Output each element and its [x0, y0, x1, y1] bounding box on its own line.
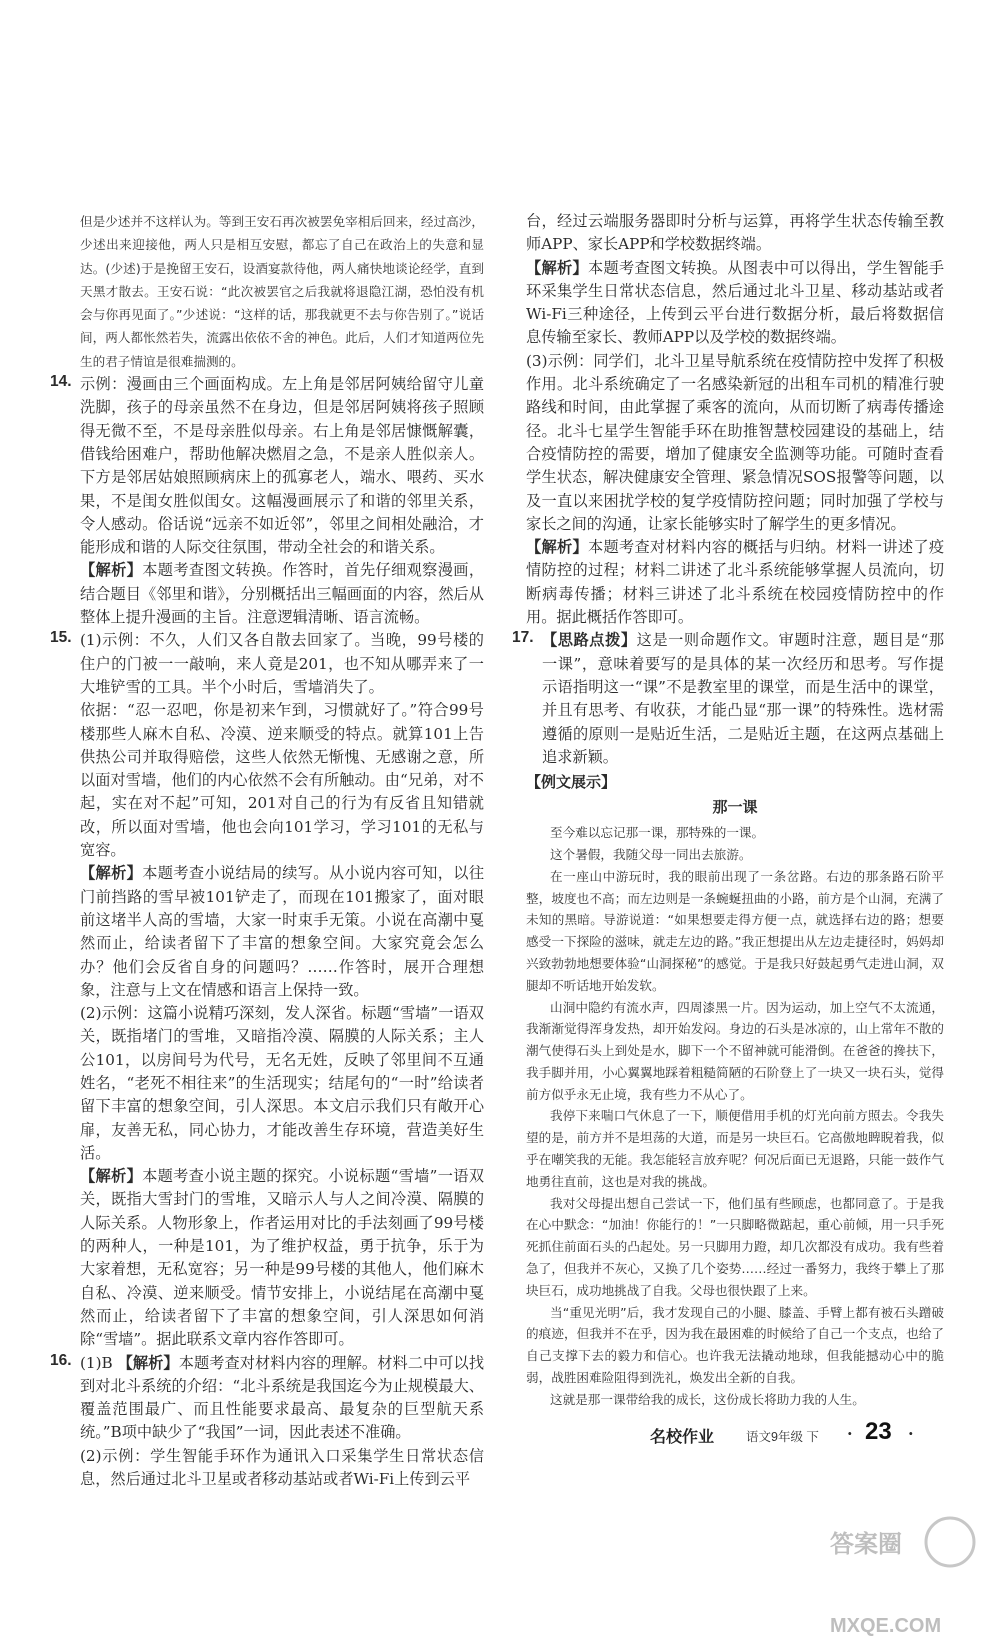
q16-part1-choice: (1)B	[80, 1353, 118, 1372]
essay-paragraph: 山洞中隐约有流水声，四周漆黑一片。因为运动，加上空气不太流通，我渐渐觉得浑身发热，却开始发闷。身边的石头是冰凉的，山上常年不散的潮气使得石头上到处是水，脚下一个不留神就可能滑倒。在爸爸的搀扶下，我手脚并用，小心翼翼地踩着粗糙简陋的石阶登上了一块又一块石头，觉得前方似乎永无止境，我有些力不从心了。	[526, 999, 944, 1102]
sample-essay-heading: 【例文展示】	[526, 774, 617, 792]
q15-part1-answer: (1)示例：不久，人们又各自散去回家了。当晚，99号楼的住户的门被一一敲响，来人竟是201，也不知从哪弄来了一大堆铲雪的工具。半个小时后，雪墙消失了。	[80, 631, 484, 696]
footer-brand: 名校作业	[650, 1429, 715, 1446]
essay-paragraph: 这个暑假，我随父母一同出去旅游。	[550, 846, 752, 862]
q16-part3-analysis: 本题考查对材料内容的概括与归纳。材料一讲述了疫情防控的过程；材料二讲述了北斗系统能够掌握人员流向，切断病毒传播；材料三讲述了北斗系统在校园疫情防控中的作用。据此概括作答即可。	[526, 538, 945, 627]
analysis-tag: 【解析】	[526, 259, 588, 277]
question-14	[50, 373, 485, 629]
q16-part2-continued: 台，经过云端服务器即时分析与运算，再将学生状态传输至教师APP、家长APP和学校数据终端。	[526, 212, 944, 254]
left-column	[50, 210, 485, 1491]
footer-subject-grade: 语文9年级 下	[746, 1430, 819, 1444]
analysis-tag: 【解析】	[526, 539, 588, 557]
analysis-tag: 【解析】	[80, 562, 143, 580]
thinking-tip-tag: 【思路点拨】	[542, 632, 637, 650]
essay-paragraph: 我对父母提出想自己尝试一下，他们虽有些顾虑，也都同意了。于是我在心中默念：“加油！你能行的！”一只脚略微踮起，重心前倾，用一只手死死抓住前面石头的凸起处。另一只脚用力蹬，却几次都没有成功。我有些着急了，但我并不灰心，又换了几个姿势……经过一番努力，我终于攀上了那块巨石，成功地挑战了自我。父母也很快跟了上来。	[526, 1195, 944, 1298]
question-number: 15.	[50, 629, 72, 647]
footer-dot: ·	[908, 1424, 914, 1443]
q16-part1-analysis: 本题考查对材料内容的理解。材料二中可以找到对北斗系统的介绍：“北斗系统是我国迄今为止规模最大、覆盖范围最广、而且性能要求最高、最复杂的巨型航天系统。”B项中缺少了“我国”一词，因此表述不准确。	[80, 1353, 485, 1442]
q15-part1-analysis: 本题考查小说结局的续写。从小说内容可知，以往门前挡路的雪早被101铲走了，而现在101搬家了，面对眼前这堵半人高的雪墙，大家一时束手无策。小说在高潮中戛然而止，给读者留下了丰富的想象空间。大家究竟会怎么办？他们会反省自身的问题吗？……作答时，展开合理想象，注意与上文在情感和语言上保持一致。	[80, 864, 485, 999]
q17-thinking-tip: 这是一则命题作文。审题时注意，题目是“那一课”，意味着要写的是具体的某一次经历和思考。写作提示语指明这一“课”不是教室里的课堂，而是生活中的课堂，并且有思考、有收获，才能凸显“那一课”的特殊性。选材需遵循的原则一是贴近生活，二是贴近主题，在这两点基础上追求新颖。	[542, 631, 945, 766]
question-number: 14.	[50, 373, 72, 391]
watermark-domain: MXQE.COM	[830, 1615, 942, 1637]
q15-part2-answer: (2)示例：这篇小说精巧深刻，发人深省。标题“雪墙”一语双关，既指堵门的雪堆，又暗指冷漠、隔膜的人际关系；主人公101，以房间号为代号，无名无姓，反映了邻里间不互通姓名，“老死不相往来”的生活现实；结尾句的“一时”给读者留下丰富的想象空间，引人深思。本文启示我们只有敞开心扉，友善无私，同心协力，才能改善生存环境，营造美好生活。	[80, 1004, 484, 1162]
analysis-tag: 【解析】	[80, 1168, 143, 1186]
q14-answer: 示例：漫画由三个画面构成。左上角是邻居阿姨给留守儿童洗脚，孩子的母亲虽然不在身边，但是邻居阿姨将孩子照顾得无微不至，不是母亲胜似母亲。右上角是邻居慷慨解囊，借钱给困难户，帮助他解决燃眉之急，不是亲人胜似亲人。下方是邻居姑娘照顾病床上的孤寡老人，端水、喂药、买水果，不是闺女胜似闺女。这幅漫画展示了和谐的邻里关系，令人感动。俗话说“远亲不如近邻”，邻里之间相处融洽，才能形成和谐的人际交往氛围，带动全社会的和谐关系。	[80, 375, 484, 557]
footer-dot: ·	[847, 1424, 853, 1443]
analysis-tag: 【解析】	[117, 1354, 179, 1372]
q16-part2-analysis: 本题考查图文转换。从图表中可以得出，学生智能手环采集学生日常状态信息，然后通过北斗卫星、移动基站或者Wi-Fi三种途径，上传到云平台进行数据分析，最后将数据信息传输至家长、教师APP以及学校的数据终端。	[526, 258, 945, 347]
essay-paragraph: 在一座山中游玩时，我的眼前出现了一条岔路。右边的那条路石阶平整，坡度也不高；而左边则是一条蜿蜒扭曲的小路，前方是个山洞，充满了未知的黑暗。导游说道：“如果想要走得方便一点，就选择右边的路；想要感受一下探险的滋味，就走左边的路。”我正想提出从左边走捷径时，妈妈却兴致勃勃地想要体验“山洞探秘”的感觉。于是我只好鼓起勇气走进山洞，双腿却不听话地开始发软。	[526, 868, 944, 993]
essay-title: 那一课	[712, 799, 758, 817]
q16-part3-answer: (3)示例：同学们，北斗卫星导航系统在疫情防控中发挥了积极作用。北斗系统确定了一名感染新冠的出租车司机的精准行驶路线和时间，由此掌握了乘客的流向，从而切断了病毒传播途径。北斗七星学生智能手环在助推智慧校园建设的基础上，结合疫情防控的需要，增加了健康安全监测等功能。可随时查看学生状态，解决健康安全管理、紧急情况SOS报警等问题，以及一直以来困扰学校的复学疫情防控问题；同时加强了学校与家长之间的沟通，让家长能够实时了解学生的更多情况。	[526, 351, 944, 533]
question-number: 17.	[512, 629, 534, 647]
essay-paragraph: 当“重见光明”后，我才发现自己的小腿、膝盖、手臂上都有被石头蹭破的痕迹，但我并不在乎，因为我在最困难的时候给了自己一个支点，也给了自己支撑下去的毅力和信心。也许我无法撬动地球，但我能撼动心中的脆弱，战胜困难险阻得到洗礼，焕发出全新的自我。	[526, 1304, 944, 1386]
q16-part2-answer: (2)示例：学生智能手环作为通讯入口采集学生日常状态信息，然后通过北斗卫星或者移动基站或者Wi-Fi上传到云平	[80, 1446, 484, 1489]
watermark-circle-icon	[926, 1518, 974, 1566]
essay-paragraph: 这就是那一课带给我的成长，这份成长将助力我的人生。	[550, 1391, 865, 1407]
q15-part2-analysis: 本题考查小说主题的探究。小说标题“雪墙”一语双关，既指大雪封门的雪堆，又暗示人与人之间冷漠、隔膜的人际关系。人物形象上，作者运用对比的手法刻画了99号楼的两种人，一种是101，为了维护权益，勇于抗争，乐于为大家着想，无私宽容；另一种是99号楼的其他人，他们麻木自私、冷漠、逆来顺受。情节安排上，小说结尾在高潮中戛然而止，给读者留下了丰富的想象空间，引人深思如何消除“雪墙”。据此联系文章内容作答即可。	[80, 1167, 485, 1349]
essay-paragraph: 至今难以忘记那一课，那特殊的一课。	[550, 825, 765, 841]
question-number: 16.	[50, 1351, 72, 1369]
question-17	[512, 629, 945, 769]
question-15	[50, 629, 485, 1351]
q13-translation-continued: 但是少述并不这样认为。等到王安石再次被罢免宰相后回来，经过高沙，少述出来迎接他，两人只是相互安慰，都忘了自己在政治上的失意和显达。(少述)于是挽留王安石，设酒宴款待他，两人痛快地谈论经学，直到天黑才散去。王安石说：“此次被罢官之后我就将退隐江湖，恐怕没有机会与你再见面了。”少述说：“这样的话，那我就更不去与你告别了。”说话间，两人都怅然若失，流露出依依不舍的神色。此后，人们才知道两位先生的君子情谊是很难揣测的。	[80, 214, 484, 369]
essay-paragraph: 我停下来喘口气休息了一下，顺便借用手机的灯光向前方照去。令我失望的是，前方并不是坦荡的大道，而是另一块巨石。它高傲地睥睨着我，似乎在嘲笑我的无能。我怎能轻言放弃呢？何况后面已无退路，只能一鼓作气地勇往直前，这也是对我的挑战。	[526, 1108, 944, 1189]
q15-part1-basis: 依据：“忍一忍吧，你是初来乍到，习惯就好了。”符合99号楼那些人麻木自私、冷漠、逆来顺受的特点。就算101上告供热公司并取得赔偿，这些人依然无惭愧、无感谢之意，所以面对雪墙，他们的内心依然不会有所触动。由“兄弟，对不起，实在对不起”可知，201对自己的行为有反省且知错就改，所以面对雪墙，他也会向101学习，学习101的无私与宽容。	[80, 701, 484, 860]
page-footer	[650, 1418, 960, 1452]
question-16	[50, 1351, 485, 1492]
q14-analysis: 本题考查图文转换。作答时，首先仔细观察漫画，结合题目《邻里和谐》，分别概括出三幅画面的内容，然后从整体上提升漫画的主旨。注意逻辑清晰、语言流畅。	[80, 561, 485, 627]
right-column	[512, 210, 945, 1411]
page-number: 23	[865, 1418, 892, 1445]
watermark-title: 答案圈	[830, 1531, 902, 1558]
analysis-tag: 【解析】	[80, 865, 143, 883]
watermark-logo	[822, 1472, 992, 1648]
